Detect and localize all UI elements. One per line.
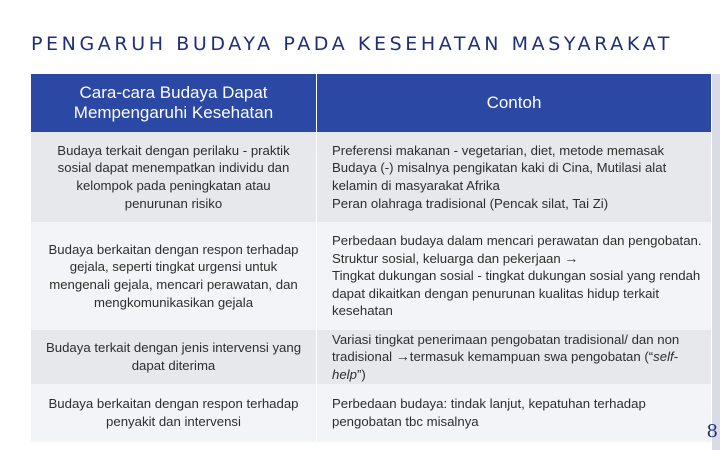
table-row-4-contoh: Perbedaan budaya: tindak lanjut, kepatuhan terhadap pengobatan tbc misalnya	[317, 384, 711, 442]
contoh-line: Preferensi makanan - vegetarian, diet, metode memasak	[332, 142, 665, 158]
table-row-1-contoh	[317, 132, 711, 222]
arrow-right-icon: →	[564, 249, 579, 266]
table-row-1-cara: Budaya terkait dengan perilaku - praktik sosial dapat menempatkan individu dan kelompok pada peningkatan atau penurunan risiko	[31, 132, 317, 222]
contoh-line: Budaya (-) misalnya pengikatan kaki di Cina, Mutilasi alat kelamin di masyarakat Afrika	[332, 160, 667, 193]
table-row-2-contoh	[317, 222, 711, 330]
page-number: 8	[706, 421, 718, 442]
contoh-text-a: Variasi tingkat penerimaan pengobatan tradisional/ dan non tradisional	[332, 331, 680, 365]
decorative-side-bar	[712, 74, 720, 450]
contoh-text-b: Tingkat dukungan sosial - tingkat dukungan sosial yang rendah dapat dikaitkan dengan penurunan kualitas hidup terkait kesehatan	[332, 268, 701, 319]
table-row-4-cara: Budaya berkaitan dengan respon terhadap penyakit dan intervensi	[31, 384, 317, 442]
influence-table	[31, 74, 711, 442]
header-contoh: Contoh	[317, 74, 711, 132]
slide-title: PENGARUH BUDAYA PADA KESEHATAN MASYARAKAT	[31, 33, 673, 55]
table-row-3-contoh	[317, 330, 711, 384]
contoh-text-c: ”)	[356, 366, 366, 382]
contoh-text-a: Perbedaan budaya dalam mencari perawatan dan pengobatan. Struktur sosial, keluarga dan pekerjaan	[332, 233, 702, 266]
contoh-line: Peran olahraga tradisional (Pencak silat, Tai Zi)	[332, 195, 609, 211]
table-row-3-cara: Budaya terkait dengan jenis intervensi yang dapat diterima	[31, 330, 317, 384]
contoh-italic: self-help	[332, 349, 679, 382]
arrow-right-icon: →	[395, 348, 410, 365]
table-row-2-cara: Budaya berkaitan dengan respon terhadap gejala, seperti tingkat urgensi untuk mengenali gejala, mencari perawatan, dan mengkomunikasikan gejala	[31, 222, 317, 330]
contoh-text-b: termasuk kemampuan swa pengobatan (“	[409, 349, 654, 365]
header-cara: Cara-cara Budaya Dapat Mempengaruhi Kesehatan	[31, 74, 317, 132]
